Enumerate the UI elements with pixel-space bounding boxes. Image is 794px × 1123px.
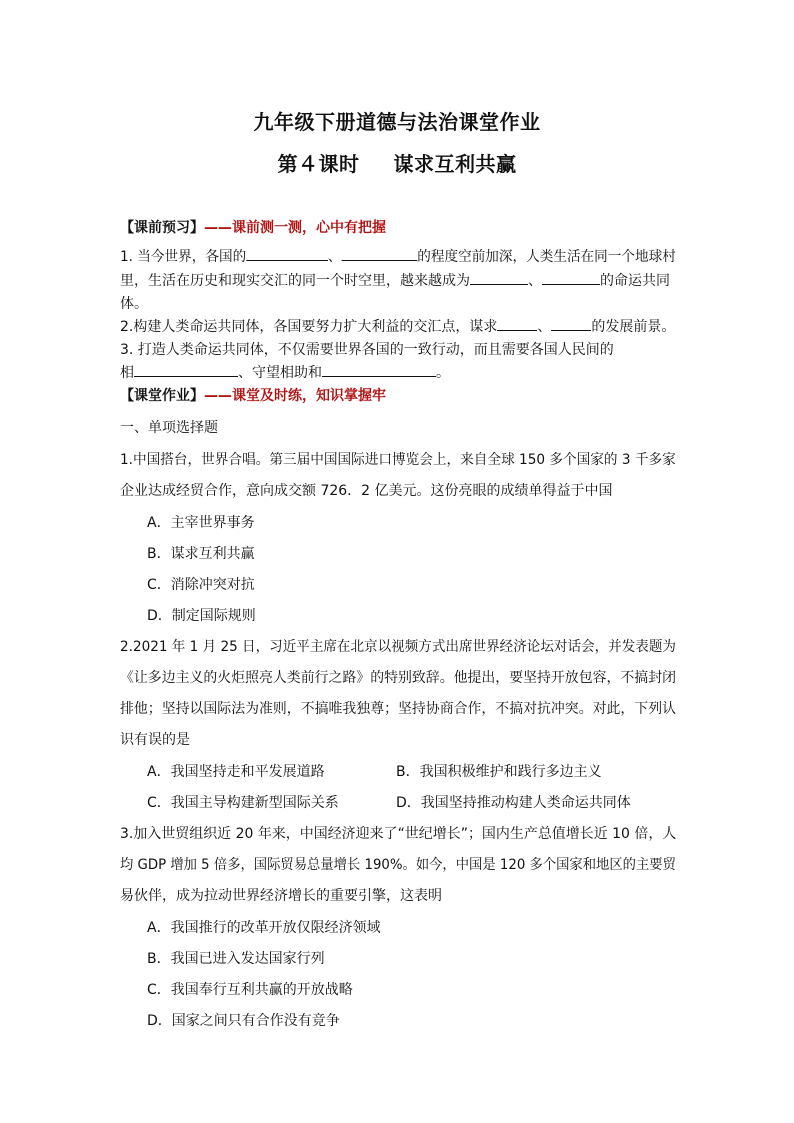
preview-q3-line1: 3. 打造人类命运共同体，不仅需要世界各国的一致行动，而且需要各国人民间的 bbox=[120, 342, 614, 358]
q1-option-b[interactable]: B．谋求互利共赢 bbox=[147, 546, 255, 562]
separator: 、 bbox=[327, 249, 342, 265]
preview-q1-line1 bbox=[120, 246, 676, 266]
fill-blank[interactable] bbox=[497, 318, 537, 331]
q3-option-d[interactable]: D．国家之间只有合作没有竞争 bbox=[147, 1013, 340, 1029]
preview-q1-text: 的命运共同 bbox=[600, 273, 670, 289]
fill-blank[interactable] bbox=[470, 272, 528, 285]
preview-q2 bbox=[120, 316, 675, 336]
section-title: 一、单项选择题 bbox=[120, 420, 218, 436]
preview-heading bbox=[120, 217, 386, 237]
preview-q1-text: 的程度空前加深，人类生活在同一个地球村 bbox=[417, 249, 676, 265]
classwork-slogan: ——课堂及时练，知识掌握牢 bbox=[204, 388, 386, 404]
fill-blank[interactable] bbox=[246, 248, 328, 261]
fill-blank[interactable] bbox=[551, 318, 591, 331]
lesson-name: 谋求互利共赢 bbox=[393, 152, 517, 176]
separator: 、 bbox=[528, 273, 542, 289]
q2-option-a[interactable]: A．我国坚持走和平发展道路 bbox=[147, 764, 325, 780]
preview-q1-text: 里，生活在历史和现实交汇的同一个时空里，越来越成为 bbox=[120, 273, 470, 289]
question-2-line: 《让多边主义的火炬照亮人类前行之路》的特别致辞。他提出，要坚持开放包容，不搞封闭 bbox=[120, 670, 676, 686]
separator: 。 bbox=[436, 365, 450, 381]
fill-blank[interactable] bbox=[542, 272, 600, 285]
fill-blank[interactable] bbox=[134, 364, 238, 377]
preview-q2-text: 的发展前景。 bbox=[591, 319, 676, 335]
classwork-heading-label: 【课堂作业】 bbox=[120, 388, 204, 404]
question-1-line: 1.中国搭台，世界合唱。第三届中国国际进口博览会上，来自全球 150 多个国家的 3 千多家 bbox=[120, 452, 676, 468]
q1-option-d[interactable]: D．制定国际规则 bbox=[147, 608, 256, 624]
separator: 、 bbox=[537, 319, 552, 335]
preview-q3-text: 相 bbox=[120, 365, 134, 381]
preview-heading-label: 【课前预习】 bbox=[120, 220, 204, 236]
q1-option-a[interactable]: A．主宰世界事务 bbox=[147, 515, 255, 531]
preview-q1-line2 bbox=[120, 270, 670, 290]
preview-q1-line3: 体。 bbox=[120, 296, 148, 312]
preview-q2-text: 2.构建人类命运共同体，各国要努力扩大利益的交汇点，谋求 bbox=[120, 319, 498, 335]
question-2-line: 排他；坚持以国际法为准则，不搞唯我独尊；坚持协商合作，不搞对抗冲突。对此，下列认 bbox=[120, 701, 676, 717]
preview-q3-line2 bbox=[120, 362, 450, 382]
preview-slogan: ——课前测一测，心中有把握 bbox=[204, 220, 386, 236]
question-1-line: 企业达成经贸合作，意向成交额 726．2 亿美元。这份亮眼的成绩单得益于中国 bbox=[120, 483, 613, 499]
question-2-line: 2.2021 年 1 月 25 日，习近平主席在北京以视频方式出席世界经济论坛对话会，并发表题为 bbox=[120, 639, 676, 655]
lesson-title bbox=[0, 148, 794, 177]
question-3-line: 均 GDP 增加 5 倍多，国际贸易总量增长 190%。如今，中国是 120 多个国家和地区的主要贸 bbox=[120, 857, 676, 873]
q2-option-c[interactable]: C．我国主导构建新型国际关系 bbox=[147, 795, 339, 811]
page-title: 九年级下册道德与法治课堂作业 bbox=[253, 110, 541, 134]
q2-option-b[interactable]: B．我国积极维护和践行多边主义 bbox=[396, 764, 602, 780]
question-2-line: 识有误的是 bbox=[120, 732, 190, 748]
preview-q1-text: 1. 当今世界，各国的 bbox=[120, 249, 247, 265]
fill-blank[interactable] bbox=[341, 248, 417, 261]
q3-option-c[interactable]: C．我国奉行互利共赢的开放战略 bbox=[147, 982, 353, 998]
classwork-heading bbox=[120, 385, 386, 405]
q3-option-a[interactable]: A．我国推行的改革开放仅限经济领域 bbox=[147, 920, 381, 936]
lesson-number: 第４课时 bbox=[277, 152, 360, 176]
q2-option-d[interactable]: D．我国坚持推动构建人类命运共同体 bbox=[396, 795, 631, 811]
q1-option-c[interactable]: C．消除冲突对抗 bbox=[147, 577, 255, 593]
fill-blank[interactable] bbox=[322, 364, 436, 377]
q3-option-b[interactable]: B．我国已进入发达国家行列 bbox=[147, 951, 325, 967]
question-3-line: 3.加入世贸组织近 20 年来，中国经济迎来了“世纪增长”；国内生产总值增长近 10 倍，人 bbox=[120, 826, 677, 842]
separator: 、守望相助和 bbox=[238, 365, 322, 381]
question-3-line: 易伙伴，成为拉动世界经济增长的重要引擎，这表明 bbox=[120, 888, 442, 904]
